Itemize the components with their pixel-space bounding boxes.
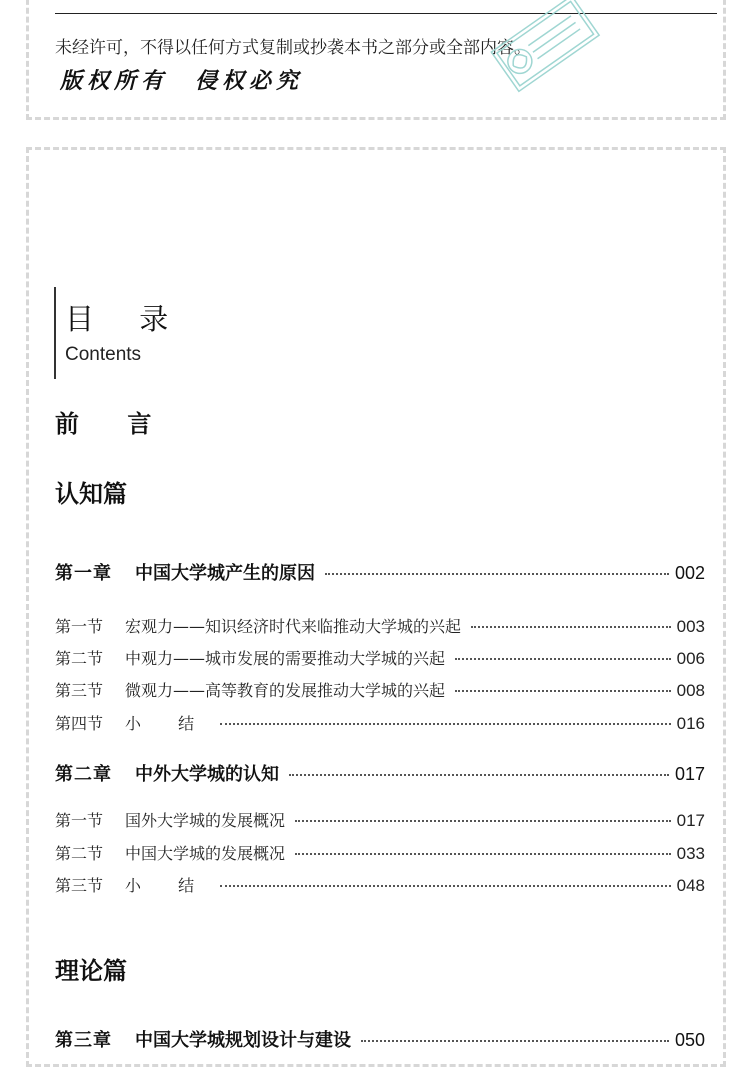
publisher-stamp	[485, 0, 605, 100]
section-number: 第一节	[55, 617, 104, 636]
page-number: 017	[676, 811, 705, 830]
chapter-number: 第二章	[55, 764, 112, 785]
section-title: 中观力——城市发展的需要推动大学城的兴起	[125, 649, 446, 668]
part-theory[interactable]: 理论篇	[55, 957, 127, 985]
toc-heading	[54, 287, 186, 379]
copyright-card	[26, 0, 726, 120]
copyright-slogan: 版权所有 侵权必究	[60, 68, 304, 94]
part-cognition[interactable]: 认知篇	[55, 480, 127, 508]
toc-section[interactable]	[55, 678, 705, 701]
part-preface[interactable]: 前 言	[55, 410, 172, 438]
toc-section[interactable]	[55, 841, 705, 864]
dot-leader	[455, 690, 671, 692]
section-title: 宏观力——知识经济时代来临推动大学城的兴起	[125, 617, 462, 636]
toc-section[interactable]	[55, 808, 705, 831]
page-number: 016	[676, 714, 705, 733]
section-number: 第二节	[55, 649, 104, 668]
dot-leader	[471, 626, 671, 628]
toc-chapter[interactable]	[55, 760, 705, 786]
dot-leader	[295, 820, 671, 822]
toc-section[interactable]	[55, 646, 705, 669]
section-title: 小 结	[125, 876, 211, 895]
chapter-title: 中外大学城的认知	[135, 764, 279, 785]
section-number: 第三节	[55, 876, 104, 895]
dot-leader	[220, 723, 671, 725]
toc-title: 目 录	[65, 302, 187, 336]
section-number: 第二节	[55, 844, 104, 863]
dot-leader	[295, 853, 671, 855]
toc-section[interactable]	[55, 873, 705, 896]
page-number: 033	[676, 844, 705, 863]
page-number: 003	[676, 617, 705, 636]
page-number: 006	[676, 649, 705, 668]
dot-leader	[220, 885, 671, 887]
page-number: 008	[676, 681, 705, 700]
dot-leader	[289, 774, 669, 776]
chapter-title: 中国大学城规划设计与建设	[135, 1030, 351, 1051]
dot-leader	[455, 658, 671, 660]
section-number: 第三节	[55, 681, 104, 700]
chapter-number: 第三章	[55, 1030, 112, 1051]
toc-section[interactable]	[55, 711, 705, 734]
section-title: 中国大学城的发展概况	[125, 844, 286, 863]
toc-card	[26, 147, 726, 1067]
dot-leader	[325, 573, 669, 575]
section-number: 第四节	[55, 714, 104, 733]
chapter-title: 中国大学城产生的原因	[135, 563, 315, 584]
page-number: 002	[674, 563, 705, 583]
copyright-notice: 未经许可，不得以任何方式复制或抄袭本书之部分或全部内容。	[55, 38, 531, 58]
chapter-number: 第一章	[55, 563, 112, 584]
toc-subtitle: Contents	[65, 344, 142, 365]
section-number: 第一节	[55, 811, 104, 830]
page-number: 017	[674, 764, 705, 784]
page-number: 050	[674, 1030, 705, 1050]
top-rule	[55, 13, 717, 14]
section-title: 微观力——高等教育的发展推动大学城的兴起	[125, 681, 446, 700]
section-title: 小 结	[125, 714, 211, 733]
page-number: 048	[676, 876, 705, 895]
toc-section[interactable]	[55, 614, 705, 637]
section-title: 国外大学城的发展概况	[125, 811, 286, 830]
toc-chapter[interactable]	[55, 1026, 705, 1052]
toc-chapter[interactable]	[55, 559, 705, 585]
